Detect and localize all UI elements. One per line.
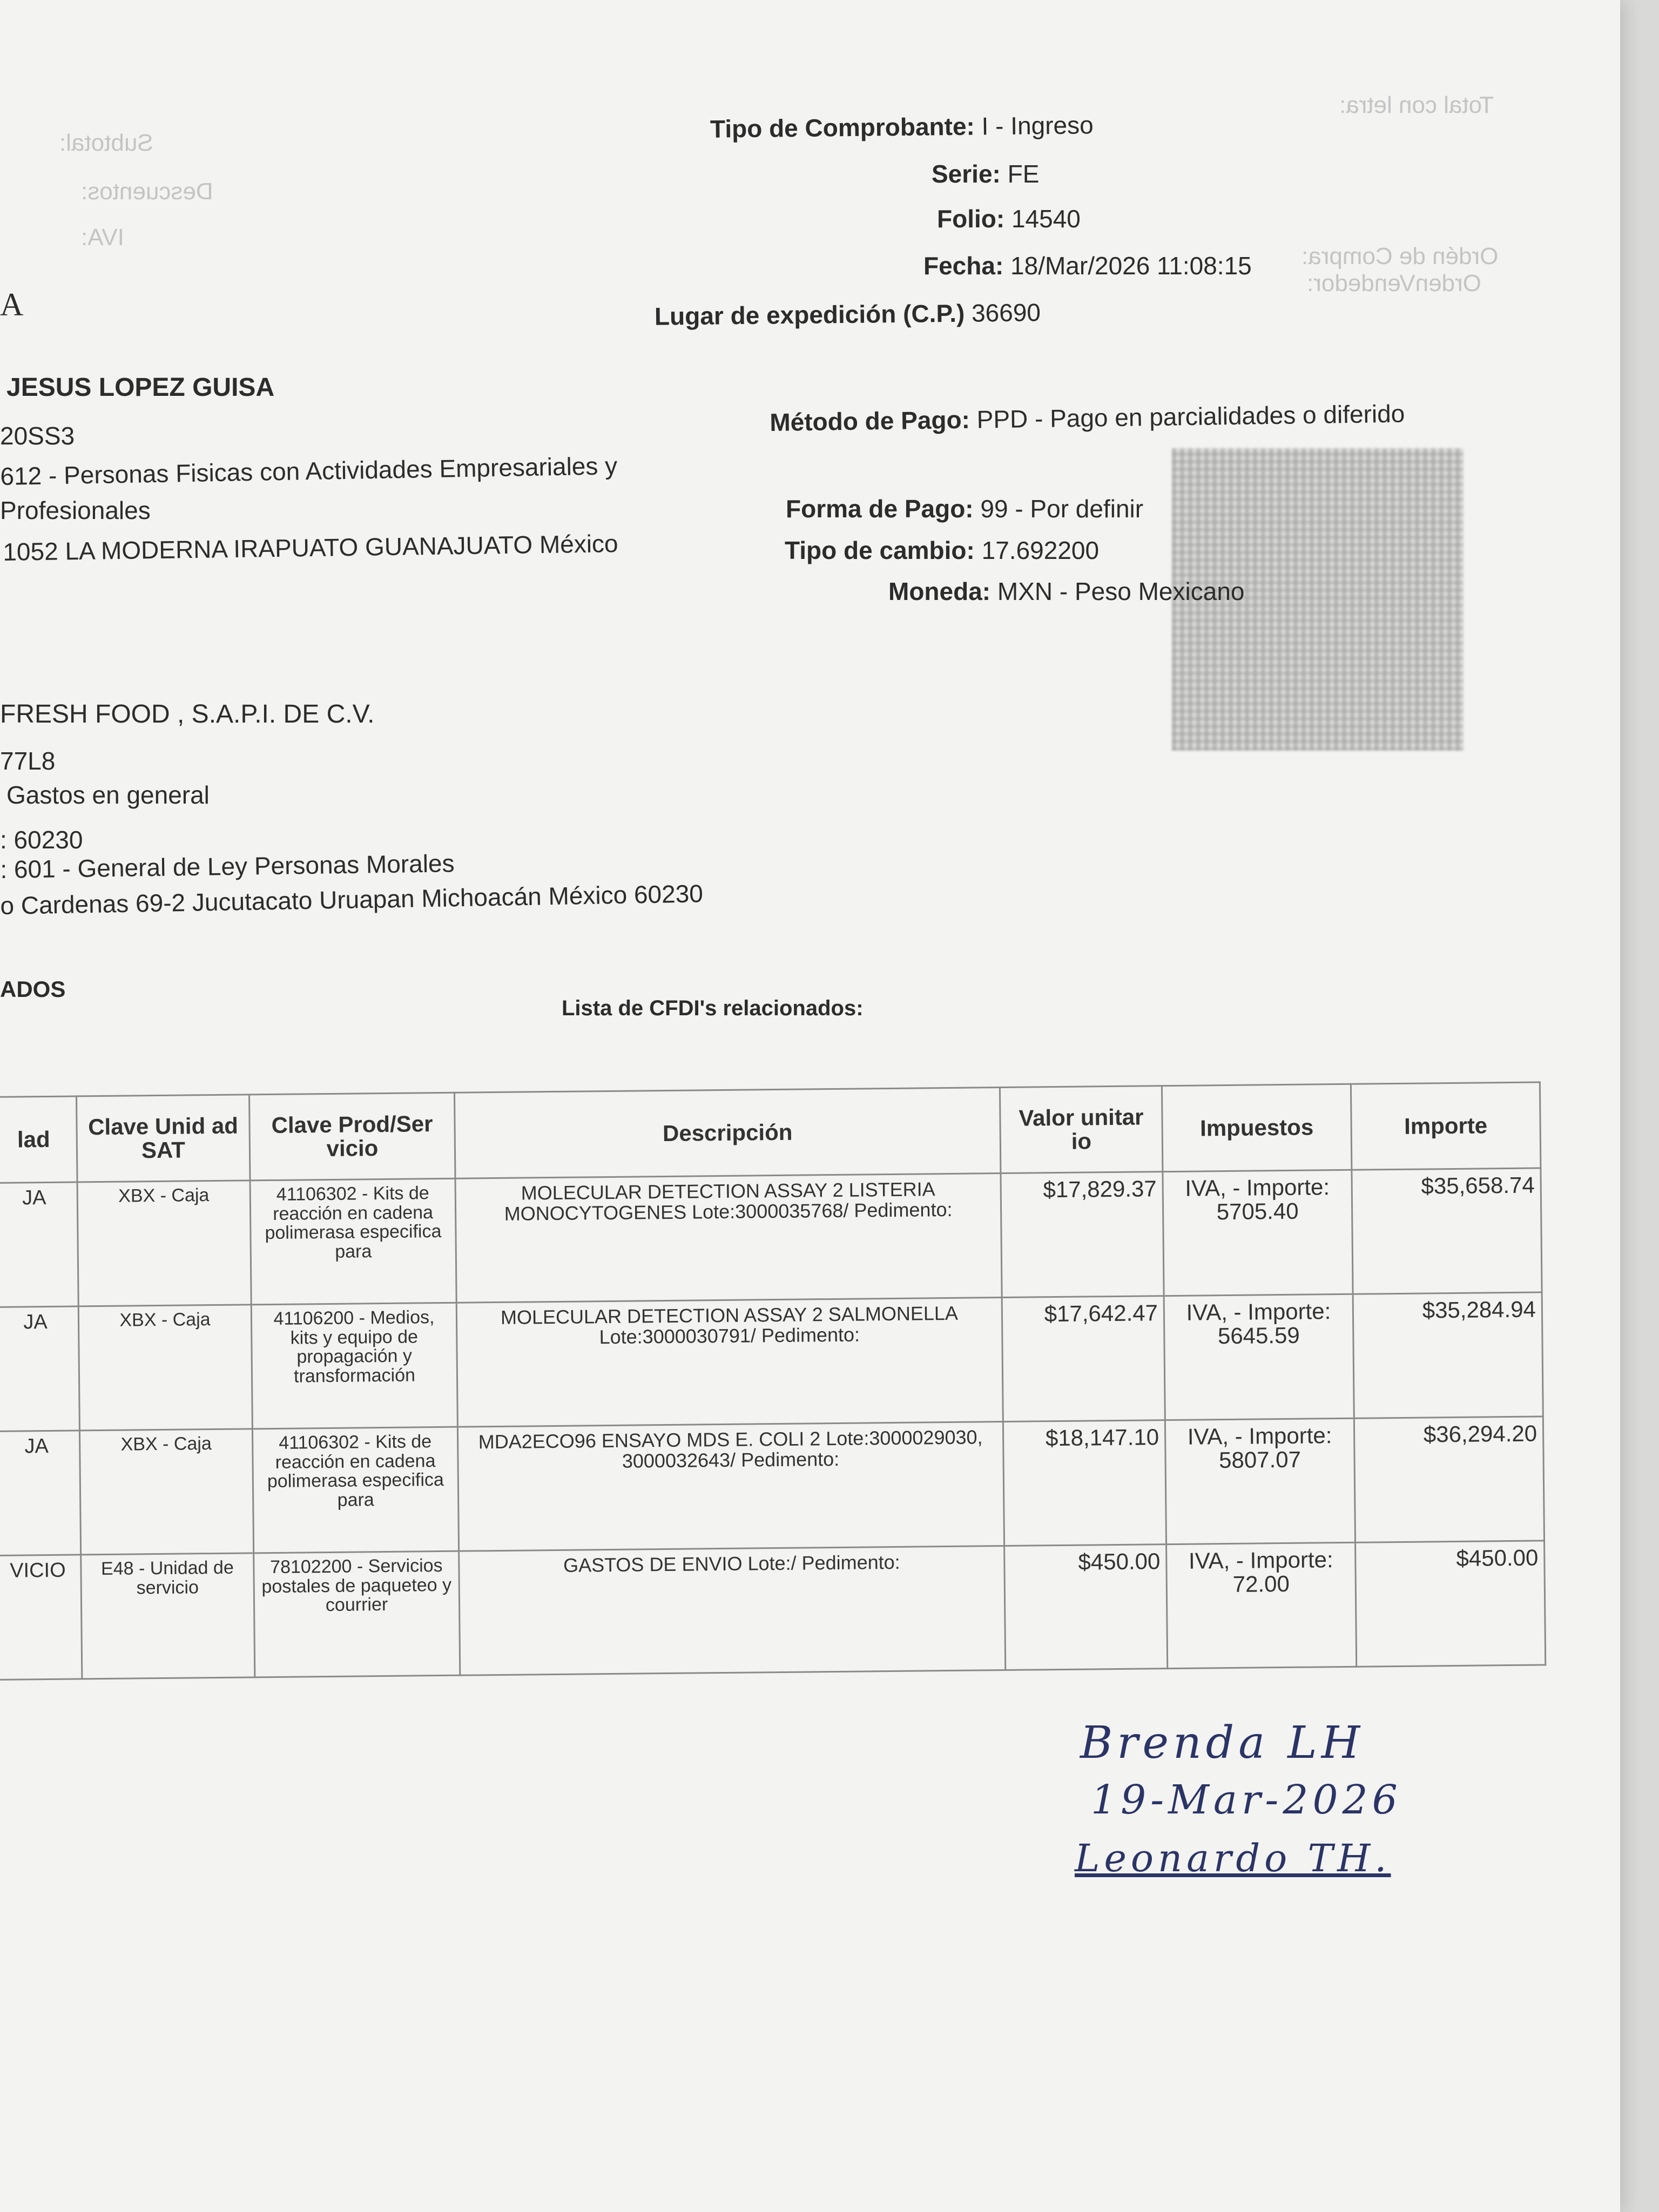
cell-clave-prod: 41106200 - Medios, kits y equipo de propagación y transformación bbox=[251, 1303, 457, 1429]
ghost-iva: IVA: bbox=[81, 224, 124, 251]
col-clave-unidad: Clave Unid ad SAT bbox=[77, 1095, 251, 1182]
emisor-regimen-1: 612 - Personas Fisicas con Actividades Empresariales y bbox=[0, 451, 618, 490]
cell-valor-unitario: $18,147.10 bbox=[1003, 1420, 1166, 1546]
fecha-value: 18/Mar/2026 11:08:15 bbox=[1010, 252, 1252, 280]
lugar-value: 36690 bbox=[971, 298, 1041, 327]
metodo-value: PPD - Pago en parcialidades o diferido bbox=[976, 399, 1405, 434]
table-row bbox=[0, 1541, 1546, 1680]
col-descripcion: Descripción bbox=[454, 1088, 1000, 1179]
tipo-label: Tipo de Comprobante: bbox=[710, 112, 975, 143]
serie-value: FE bbox=[1007, 160, 1040, 188]
col-importe: Importe bbox=[1351, 1082, 1541, 1170]
col-valor-unitario: Valor unitar io bbox=[1000, 1086, 1163, 1174]
cell-impuestos: IVA, - Importe: 5645.59 bbox=[1164, 1294, 1354, 1420]
receptor-uso: Gastos en general bbox=[6, 781, 210, 809]
cambio-value: 17.692200 bbox=[981, 536, 1100, 564]
cell-valor-unitario: $17,829.37 bbox=[1001, 1172, 1164, 1298]
serie-label: Serie: bbox=[932, 160, 1001, 188]
tipo-cambio bbox=[785, 536, 1099, 565]
cell-descripcion: MOLECULAR DETECTION ASSAY 2 LISTERIA MONOCYTOGENES Lote:3000035768/ Pedimento: bbox=[455, 1174, 1002, 1303]
emisor-letter: A bbox=[0, 287, 24, 322]
cell-impuestos: IVA, - Importe: 5705.40 bbox=[1163, 1170, 1353, 1296]
col-unidad: lad bbox=[0, 1096, 77, 1183]
folio-value: 14540 bbox=[1011, 205, 1081, 233]
ghost-orden-compra: Ordén de Compra: bbox=[1301, 243, 1499, 269]
cambio-label: Tipo de cambio: bbox=[785, 536, 975, 564]
handwritten-date: 19-Mar-2026 bbox=[1091, 1777, 1402, 1823]
receptor-name: FRESH FOOD , S.A.P.I. DE C.V. bbox=[0, 700, 375, 729]
cell-valor-unitario: $450.00 bbox=[1004, 1545, 1168, 1670]
cell-unidad: JA bbox=[0, 1431, 81, 1556]
emisor-regimen-2: Profesionales bbox=[0, 496, 151, 524]
cell-importe: $35,284.94 bbox=[1353, 1292, 1543, 1418]
ghost-descuentos: Descuentos: bbox=[81, 178, 213, 205]
cell-unidad: JA bbox=[0, 1182, 78, 1307]
tipo-value: I - Ingreso bbox=[981, 111, 1094, 140]
forma-pago bbox=[786, 494, 1143, 523]
ghost-subtotal: Subtotal: bbox=[59, 130, 153, 156]
cell-descripcion: MOLECULAR DETECTION ASSAY 2 SALMONELLA Lote:3000030791/ Pedimento: bbox=[456, 1298, 1003, 1427]
receptor-cp: : 60230 bbox=[0, 826, 83, 854]
folio bbox=[937, 204, 1081, 233]
metodo-label: Método de Pago: bbox=[770, 405, 970, 436]
handwritten-signature: Leonardo TH. bbox=[1075, 1836, 1391, 1880]
receptor-rfc: 77L8 bbox=[0, 747, 56, 775]
cell-impuestos: IVA, - Importe: 5807.07 bbox=[1165, 1418, 1355, 1544]
emisor-name: JESUS LOPEZ GUISA bbox=[6, 373, 275, 402]
col-clave-prod: Clave Prod/Ser vicio bbox=[249, 1092, 455, 1181]
cfdi-relacionados-title: Lista de CFDI's relacionados: bbox=[562, 996, 864, 1020]
cell-unidad: JA bbox=[0, 1306, 79, 1432]
cell-impuestos: IVA, - Importe: 72.00 bbox=[1166, 1542, 1357, 1668]
tipo-comprobante bbox=[710, 110, 1094, 143]
cell-descripcion: GASTOS DE ENVIO Lote:/ Pedimento: bbox=[459, 1546, 1006, 1675]
lugar-label: Lugar de expedición (C.P.) bbox=[654, 299, 965, 331]
table-row bbox=[0, 1168, 1542, 1307]
metodo-pago bbox=[770, 399, 1405, 437]
table-row bbox=[0, 1292, 1543, 1432]
cell-importe: $450.00 bbox=[1355, 1541, 1546, 1667]
relacionados-section-label: ADOS bbox=[0, 976, 66, 1002]
receptor-address: o Cardenas 69-2 Jucutacato Uruapan Michoacán México 60230 bbox=[0, 879, 704, 920]
fecha bbox=[923, 251, 1252, 280]
cell-importe: $36,294.20 bbox=[1354, 1417, 1544, 1542]
ghost-orden-vendedor: OrdenVendedor: bbox=[1307, 270, 1481, 296]
cell-clave-unidad: XBX - Caja bbox=[79, 1429, 253, 1555]
cell-clave-prod: 41106302 - Kits de reacción en cadena polimerasa especifica para bbox=[252, 1427, 458, 1553]
moneda-label: Moneda: bbox=[888, 577, 991, 605]
forma-label: Forma de Pago: bbox=[786, 495, 974, 523]
serie bbox=[932, 159, 1039, 188]
cell-clave-prod: 41106302 - Kits de reacción en cadena polimerasa especifica para bbox=[250, 1178, 456, 1305]
moneda bbox=[888, 577, 1245, 606]
ghost-total-letra: Total con letra: bbox=[1339, 92, 1494, 118]
conceptos-table bbox=[0, 1081, 1546, 1681]
cell-clave-unidad: XBX - Caja bbox=[78, 1305, 252, 1431]
lugar-expedicion bbox=[655, 298, 1041, 331]
emisor-rfc: 20SS3 bbox=[0, 422, 75, 450]
table-header-row bbox=[0, 1082, 1541, 1183]
emisor-address: 1052 LA MODERNA IRAPUATO GUANAJUATO México bbox=[3, 529, 618, 566]
moneda-value: MXN - Peso Mexicano bbox=[997, 577, 1245, 605]
cell-clave-prod: 78102200 - Servicios postales de paqueteo y courrier bbox=[254, 1551, 460, 1677]
receptor-regimen: : 601 - General de Ley Personas Morales bbox=[0, 849, 455, 884]
cell-descripcion: MDA2ECO96 ENSAYO MDS E. COLI 2 Lote:3000029030, 3000032643/ Pedimento: bbox=[457, 1422, 1004, 1552]
cell-clave-unidad: E48 - Unidad de servicio bbox=[81, 1553, 255, 1679]
cell-valor-unitario: $17,642.47 bbox=[1002, 1296, 1165, 1422]
col-impuestos: Impuestos bbox=[1162, 1084, 1352, 1171]
cell-clave-unidad: XBX - Caja bbox=[77, 1181, 251, 1306]
fecha-label: Fecha: bbox=[923, 252, 1004, 280]
cell-unidad: VICIO bbox=[0, 1555, 82, 1680]
handwritten-name: Brenda LH bbox=[1080, 1717, 1365, 1769]
table-row bbox=[0, 1417, 1545, 1556]
folio-label: Folio: bbox=[937, 205, 1005, 233]
forma-value: 99 - Por definir bbox=[980, 495, 1144, 523]
cell-importe: $35,658.74 bbox=[1352, 1168, 1542, 1294]
